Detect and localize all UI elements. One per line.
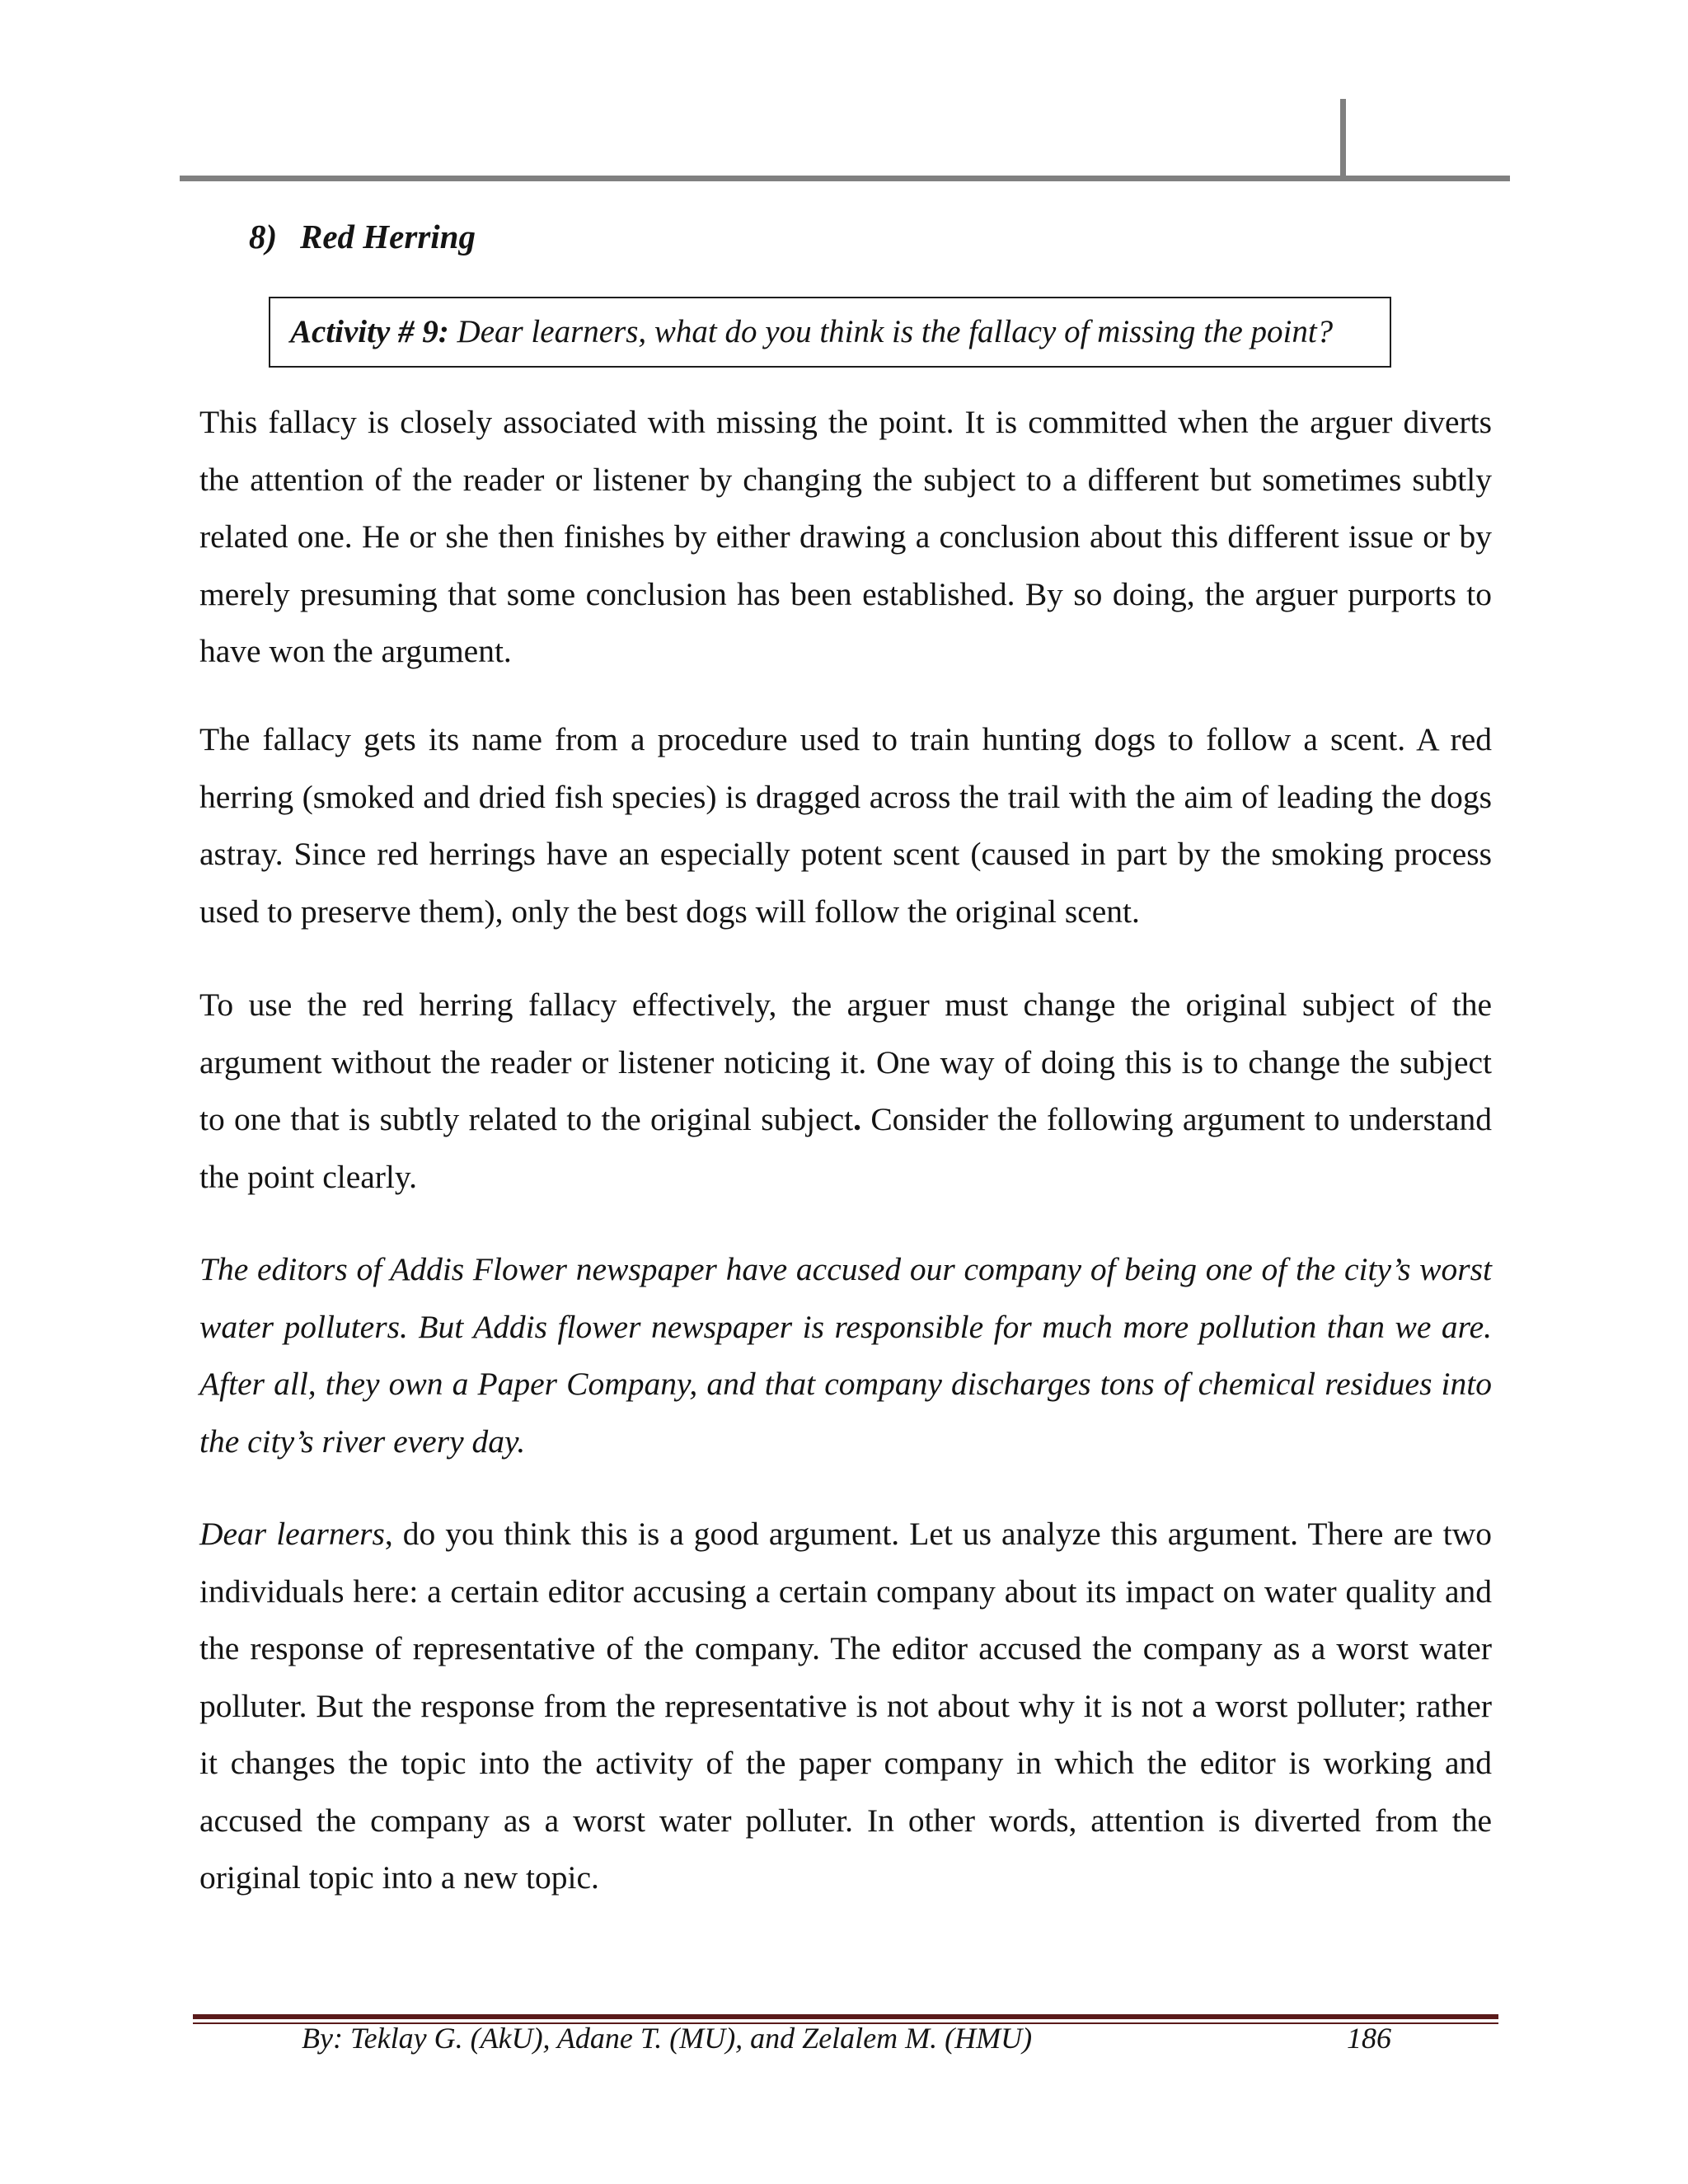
section-title: Red Herring (300, 218, 476, 255)
page-number: 186 (1347, 2022, 1391, 2055)
paragraph-analysis (199, 1506, 1492, 1907)
activity-label: Activity # 9: (290, 314, 449, 349)
header-rule (180, 176, 1510, 181)
paragraph-how-to-use-part-2: Consider the following argument to understand the point clearly. (199, 1101, 1493, 1195)
example-argument: The editors of Addis Flower newspaper have accused our company of being one of the city’s worst water polluters. But Addis flower newspaper is responsible for much more pollution than we are. After all, they own a Paper Company, and that company discharges tons of chemical residues into the city’s river every day. (199, 1251, 1492, 1460)
paragraph-definition: This fallacy is closely associated with missing the point. It is committed when the arguer diverts the attention of the reader or listener by changing the subject to a different but sometimes subtly related one. He or she then finishes by either drawing a conclusion about this different issue or by merely presuming that some conclusion has been established. By so doing, the arguer purports to have won the argument. (199, 404, 1492, 669)
bold-period: . (853, 1101, 861, 1137)
footer-rule (193, 2014, 1498, 2019)
footer-authors: By: Teklay G. (AkU), Adane T. (MU), and Zelalem M. (HMU) (302, 2022, 1033, 2055)
paragraph-name-origin: The fallacy gets its name from a procedure used to train hunting dogs to follow a scent. A red herring (smoked and dried fish species) is dragged across the trail with the aim of leading the dogs astray. Since red herrings have an especially potent scent (caused in part by the smoking process used to preserve them), only the best dogs will follow the original scent. (199, 721, 1492, 930)
header-corner-mark (1340, 99, 1346, 180)
analysis-lead: Dear learners (199, 1516, 385, 1552)
section-number: 8) (249, 218, 278, 255)
analysis-text: , do you think this is a good argument. Let us analyze this argument. There are two individuals here: a certain editor accusing a certain company about its impact on water quality and the response of representative of the company. The editor accused the company as a worst water polluter. But the response from the representative is not about why it is not a worst polluter; rather it changes the topic into the activity of the paper company in which the editor is working and accused the company as a worst water polluter. In other words, attention is diverted from the original topic into a new topic. (199, 1516, 1492, 1896)
section-heading (249, 217, 476, 257)
activity-question: Dear learners, what do you think is the fallacy of missing the point? (448, 314, 1334, 349)
paragraph-how-to-use (199, 977, 1492, 1206)
activity-box (269, 297, 1391, 368)
paragraph-how-to-use-part-1: To use the red herring fallacy effectively, the arguer must change the original subject of the argument without the reader or listener noticing it. One way of doing this is to change the subject to one that is subtly related to the original subject (199, 987, 1492, 1137)
